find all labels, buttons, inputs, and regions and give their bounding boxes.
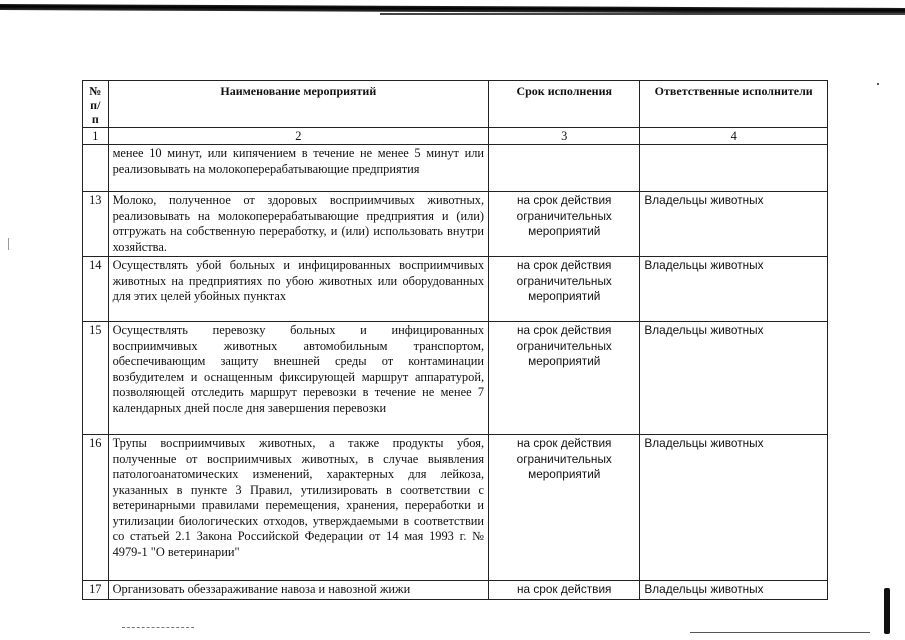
header-responsible: Ответственные исполнители [640, 81, 828, 128]
scan-mark-left [8, 238, 9, 250]
measures-table [82, 80, 828, 600]
measure-term: на срок действия [489, 581, 640, 600]
measure-name: менее 10 минут, или кипячением в течение не менее 5 минут или реализовывать на молокоперерабатывающие предприятия [108, 145, 488, 192]
table-row [83, 435, 828, 581]
scan-mark-bottom [122, 627, 194, 629]
measure-name: Организовать обеззараживание навоза и навозной жижи [108, 581, 488, 600]
column-number: 1 [83, 128, 109, 145]
measure-term: на срок действия ограничительных мероприятий [489, 192, 640, 257]
column-number: 3 [489, 128, 640, 145]
scan-border-bottom [690, 632, 870, 633]
measure-responsible: Владельцы животных [640, 322, 828, 435]
scan-mark-right [877, 83, 879, 85]
measure-term [489, 145, 640, 192]
row-number: 17 [83, 581, 109, 600]
measure-term: на срок действия ограничительных мероприятий [489, 322, 640, 435]
table-row [83, 581, 828, 600]
measure-name: Молоко, полученное от здоровых восприимчивых животных, реализовывать на молокоперерабатывающие предприятия и (или) отгружать на собственную переработку, и (или) использовать внутри хозяйства. [108, 192, 488, 257]
table-row [83, 257, 828, 322]
measure-responsible: Владельцы животных [640, 581, 828, 600]
measure-name: Трупы восприимчивых животных, а также продукты убоя, полученные от восприимчивых животных, в случае выявления патологоанатомических изменений, характерных для лейкоза, указанных в пункте 3 Правил, утилизировать в соответствии с ветеринарными правилами перемещения, хранения, переработки и утилизации биологических отходов, утверждаемыми в соответствии со статьей 2.1 Закона Российской Федерации от 14 мая 1993 г. № 4979-1 "О ветеринарии" [108, 435, 488, 581]
column-number-row [83, 128, 828, 145]
measure-term: на срок действия ограничительных мероприятий [489, 435, 640, 581]
row-number: 15 [83, 322, 109, 435]
table-row [83, 192, 828, 257]
row-number [83, 145, 109, 192]
row-number: 13 [83, 192, 109, 257]
measure-responsible [640, 145, 828, 192]
scan-border-top-thin [380, 13, 905, 15]
measure-name: Осуществлять убой больных и инфицированных восприимчивых животных на предприятиях по убою животных или оборудованных для этих целей убойных пунктах [108, 257, 488, 322]
table-header-row [83, 81, 828, 128]
header-name: Наименование мероприятий [108, 81, 488, 128]
measure-responsible: Владельцы животных [640, 435, 828, 581]
table-row [83, 322, 828, 435]
column-number: 2 [108, 128, 488, 145]
measure-term: на срок действия ограничительных мероприятий [489, 257, 640, 322]
measure-responsible: Владельцы животных [640, 192, 828, 257]
row-number: 14 [83, 257, 109, 322]
scan-edge-right [884, 588, 890, 634]
header-no: № п/п [83, 81, 109, 128]
measure-name: Осуществлять перевозку больных и инфицированных восприимчивых животных автомобильным транспортом, обеспечивающим защиту внешней среды от контаминации возбудителем и оснащенным фиксирующей маршрут аппаратурой, позволяющей отследить маршрут перевозки в течение не менее 7 календарных дней после дня завершения перевозки [108, 322, 488, 435]
row-number: 16 [83, 435, 109, 581]
column-number: 4 [640, 128, 828, 145]
header-term: Срок исполнения [489, 81, 640, 128]
measure-responsible: Владельцы животных [640, 257, 828, 322]
table-row [83, 145, 828, 192]
